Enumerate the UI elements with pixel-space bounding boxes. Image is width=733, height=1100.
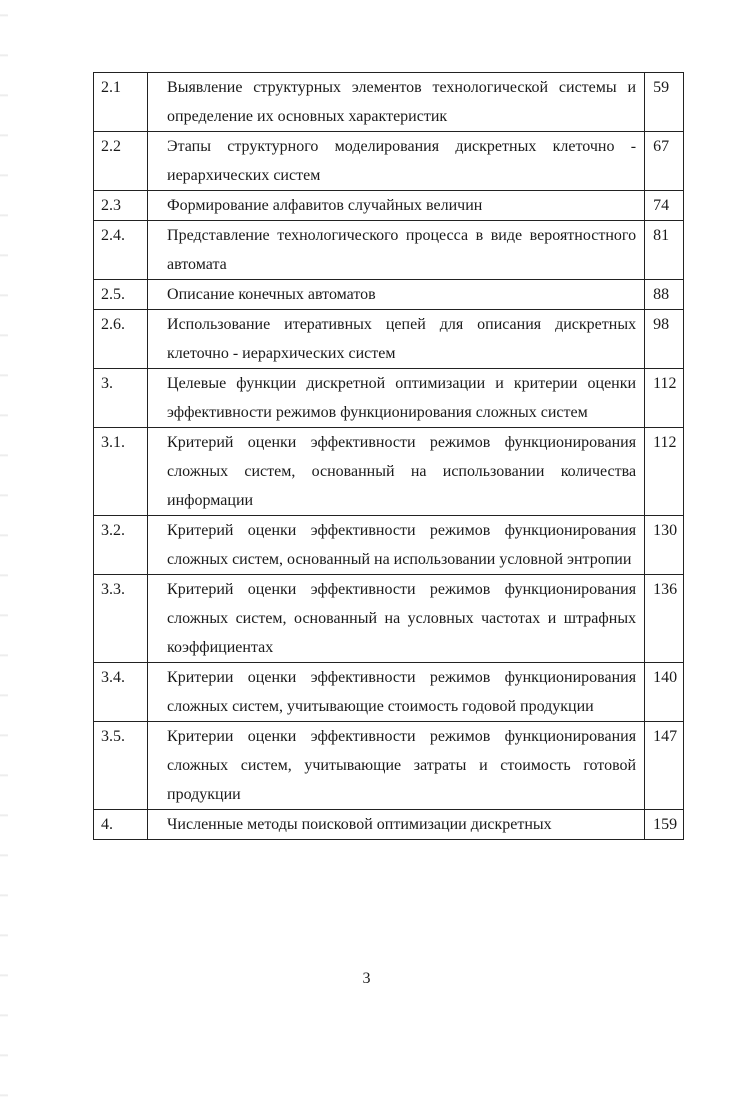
toc-row bbox=[94, 280, 684, 310]
section-number: 2.2 bbox=[94, 132, 148, 191]
toc-row bbox=[94, 310, 684, 369]
section-title: Представление технологического процесса в виде вероятностного автомата bbox=[148, 221, 645, 280]
table-of-contents bbox=[93, 72, 684, 840]
section-page: 59 bbox=[645, 73, 684, 132]
toc-row bbox=[94, 575, 684, 663]
section-title: Критерии оценки эффективности режимов функционирования сложных систем, учитывающие затраты и стоимость готовой продукции bbox=[148, 722, 645, 810]
section-number: 3.3. bbox=[94, 575, 148, 663]
section-page: 81 bbox=[645, 221, 684, 280]
section-number: 4. bbox=[94, 810, 148, 840]
section-page: 74 bbox=[645, 191, 684, 221]
section-title: Описание конечных автоматов bbox=[148, 280, 645, 310]
section-number: 3.2. bbox=[94, 516, 148, 575]
section-title: Выявление структурных элементов технологической системы и определение их основных характеристик bbox=[148, 73, 645, 132]
toc-row bbox=[94, 191, 684, 221]
section-number: 2.1 bbox=[94, 73, 148, 132]
section-title: Численные методы поисковой оптимизации дискретных bbox=[148, 810, 645, 840]
toc-row bbox=[94, 221, 684, 280]
toc-row bbox=[94, 73, 684, 132]
section-number: 3.5. bbox=[94, 722, 148, 810]
toc-row bbox=[94, 722, 684, 810]
section-page: 136 bbox=[645, 575, 684, 663]
section-page: 147 bbox=[645, 722, 684, 810]
section-number: 3.1. bbox=[94, 428, 148, 516]
section-title: Критерий оценки эффективности режимов функционирования сложных систем, основанный на использовании условной энтропии bbox=[148, 516, 645, 575]
toc-row bbox=[94, 810, 684, 840]
section-number: 2.3 bbox=[94, 191, 148, 221]
section-number: 3. bbox=[94, 369, 148, 428]
section-title: Критерии оценки эффективности режимов функционирования сложных систем, учитывающие стоимость годовой продукции bbox=[148, 663, 645, 722]
toc-row bbox=[94, 132, 684, 191]
section-title: Этапы структурного моделирования дискретных клеточно - иерархических систем bbox=[148, 132, 645, 191]
toc-row bbox=[94, 428, 684, 516]
section-page: 88 bbox=[645, 280, 684, 310]
section-title: Формирование алфавитов случайных величин bbox=[148, 191, 645, 221]
section-number: 2.4. bbox=[94, 221, 148, 280]
section-title: Целевые функции дискретной оптимизации и критерии оценки эффективности режимов функционирования сложных систем bbox=[148, 369, 645, 428]
section-page: 67 bbox=[645, 132, 684, 191]
section-title: Критерий оценки эффективности режимов функционирования сложных систем, основанный на условных частотах и штрафных коэффициентах bbox=[148, 575, 645, 663]
toc-row bbox=[94, 516, 684, 575]
section-page: 112 bbox=[645, 428, 684, 516]
section-page: 159 bbox=[645, 810, 684, 840]
section-page: 112 bbox=[645, 369, 684, 428]
section-number: 2.6. bbox=[94, 310, 148, 369]
scan-edge-artifact bbox=[0, 0, 8, 1100]
page-number: 3 bbox=[362, 970, 371, 987]
toc-row bbox=[94, 663, 684, 722]
section-page: 98 bbox=[645, 310, 684, 369]
section-number: 3.4. bbox=[94, 663, 148, 722]
section-page: 140 bbox=[645, 663, 684, 722]
section-page: 130 bbox=[645, 516, 684, 575]
section-number: 2.5. bbox=[94, 280, 148, 310]
toc-row bbox=[94, 369, 684, 428]
section-title: Критерий оценки эффективности режимов функционирования сложных систем, основанный на использовании количества информации bbox=[148, 428, 645, 516]
section-title: Использование итеративных цепей для описания дискретных клеточно - иерархических систем bbox=[148, 310, 645, 369]
